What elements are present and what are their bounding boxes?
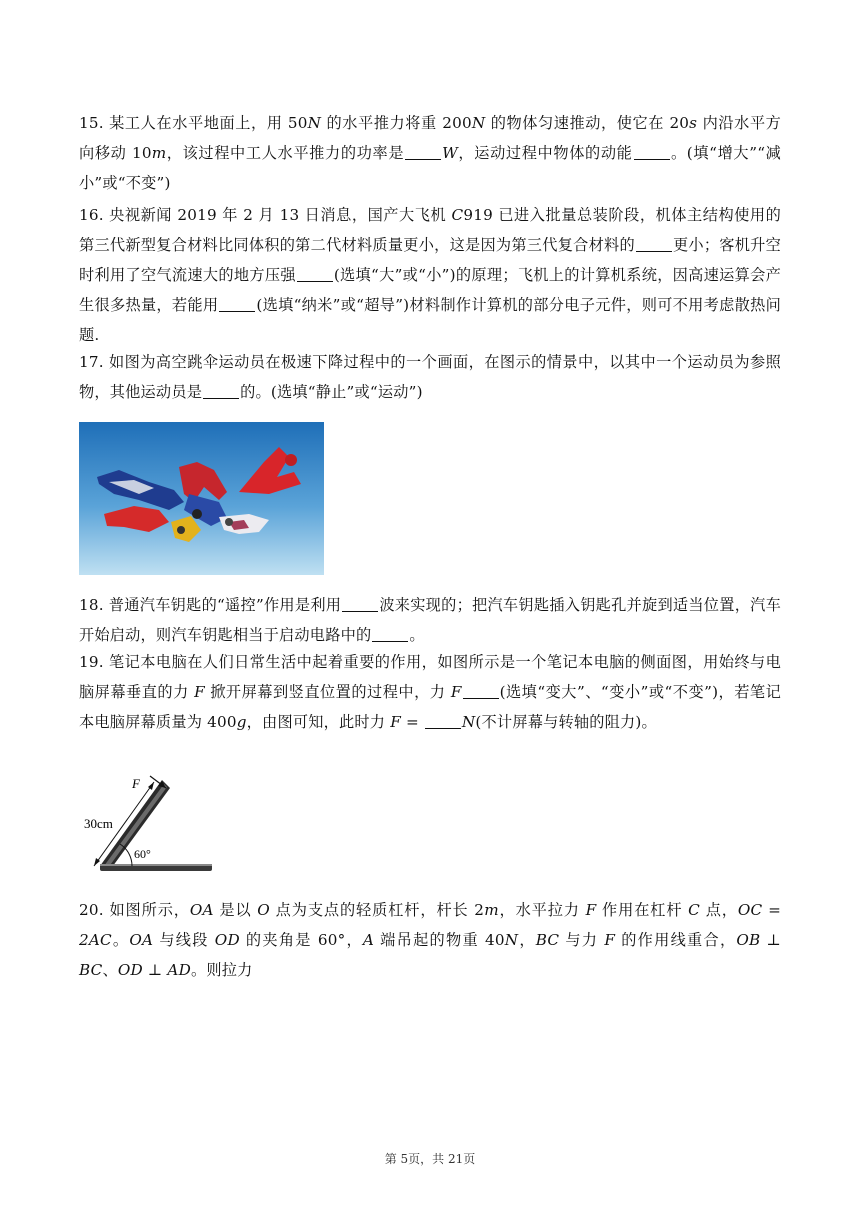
answer-blank — [203, 384, 239, 399]
math-symbol: OA — [189, 901, 214, 919]
question-text: 的。(选填“静止”或“运动”) — [240, 383, 423, 401]
question-text: (选填“变大”、“变小”或“不变”)，若笔记本电脑屏幕质量为 — [79, 683, 781, 731]
math-symbol: OD — [214, 931, 240, 949]
question-text: 掀开屏幕到竖直位置的过程中，力 — [204, 683, 451, 701]
question-text: 如图为高空跳伞运动员在极速下降过程中的一个画面，在图示的情景中，以其中一个运动员为参照物，其他运动员是 — [79, 353, 781, 401]
question-text: 作用在杠杆 — [596, 901, 689, 919]
question-18 — [79, 590, 781, 650]
question-text: 波来实现的；把汽车钥匙插入钥匙孔并旋到适当位置，汽车开始启动，则汽车钥匙相当于启动电路中的 — [79, 596, 781, 644]
question-text: ，水平拉力 — [498, 901, 586, 919]
answer-blank — [636, 237, 672, 252]
question-text: 内沿水平方向移动 — [79, 114, 781, 162]
math-symbol: F — [194, 683, 205, 701]
math-symbol: N — [504, 931, 519, 949]
question-text: 更小；客机升空时利用了空气流速大的地方压强 — [79, 236, 781, 284]
unit: g — [236, 713, 247, 731]
math-symbol: A — [362, 931, 375, 949]
force-label: F — [132, 776, 140, 791]
question-20 — [79, 895, 781, 985]
question-text: 的作用线重合， — [615, 931, 737, 949]
question-text: 与力 — [559, 931, 605, 949]
math-symbol: F — [450, 683, 462, 701]
question-text: 普通汽车钥匙的“遥控”作用是利用 — [103, 596, 342, 614]
question-number: 16. — [79, 206, 104, 224]
question-number: 19. — [79, 653, 104, 671]
math-symbol: OD ⊥ AD — [117, 961, 191, 979]
question-text: = — [400, 713, 424, 731]
question-text: 与线段 — [153, 931, 215, 949]
laptop-side-view — [84, 766, 224, 876]
question-text: (不计屏幕与转轴的阻力)。 — [475, 713, 657, 731]
question-text: 如图所示， — [103, 901, 190, 919]
question-text: 点， — [700, 901, 738, 919]
math-symbol: m — [484, 901, 499, 919]
angle-label: 60° — [134, 847, 151, 861]
value: 20 — [669, 114, 690, 132]
question-text: 笔记本电脑在人们日常生活中起着重要的作用，如图所示是一个笔记本电脑的侧面图，用始终与电脑屏幕垂直的力 — [79, 653, 781, 701]
question-text: ，由图可知，此时力 — [246, 713, 391, 731]
question-17 — [79, 347, 781, 407]
length-label: 30cm — [84, 816, 113, 831]
question-text: 919 已进入批量总装阶段，机体主结构使用的第三代新型复合材料比同体积的第二代材料质量更小，这是因为第三代复合材料的 — [79, 206, 781, 254]
skydivers-illustration — [79, 422, 324, 575]
question-text: ，运动过程中物体的动能 — [457, 144, 633, 162]
answer-blank — [342, 597, 378, 612]
value: 400 — [207, 713, 237, 731]
question-text: 。则拉力 — [190, 961, 253, 979]
math-symbol: F — [585, 901, 597, 919]
unit: N — [307, 114, 322, 132]
answer-blank — [425, 714, 461, 729]
answer-blank — [372, 627, 408, 642]
question-text: 某工人在水平地面上，用 — [103, 114, 288, 132]
value: 50 — [287, 114, 308, 132]
page-footer: 第 5页，共 21页 — [384, 1152, 476, 1166]
answer-blank — [219, 297, 255, 312]
unit: W — [442, 144, 458, 162]
skydivers-photo — [79, 422, 324, 575]
math-symbol: OA — [129, 931, 154, 949]
unit: N — [471, 114, 486, 132]
question-text: 。(填“增大”“减小”或“不变”) — [79, 144, 781, 192]
question-text: 、 — [102, 961, 118, 979]
question-text: 的物体匀速推动，使它在 — [485, 114, 670, 132]
question-19 — [79, 647, 781, 737]
answer-blank — [405, 145, 441, 160]
value: 200 — [442, 114, 472, 132]
question-text: 的夹角是 60°， — [239, 931, 363, 949]
question-number: 15. — [79, 114, 104, 132]
answer-blank — [634, 145, 670, 160]
question-text: ，该过程中工人水平推力的功率是 — [166, 144, 405, 162]
laptop-diagram — [84, 766, 224, 876]
unit: N — [461, 713, 476, 731]
math-symbol: C — [688, 901, 700, 919]
unit: s — [689, 114, 698, 132]
question-text: 。 — [409, 626, 425, 644]
question-15 — [79, 108, 781, 198]
answer-blank — [463, 684, 499, 699]
question-number: 20. — [79, 901, 104, 919]
math-symbol: BC — [535, 931, 560, 949]
math-symbol: O — [257, 901, 270, 919]
question-number: 17. — [79, 353, 104, 371]
question-text: (选填“大”或“小”)的原理；飞机上的计算机系统，因高速运算会产生很多热量，若能用 — [79, 266, 781, 314]
math-symbol: F — [390, 713, 401, 731]
math-symbol: OC = 2AC — [79, 901, 781, 949]
question-text: ， — [518, 931, 536, 949]
unit: m — [151, 144, 167, 162]
question-text: 。 — [111, 931, 130, 949]
question-text: (选填“纳米”或“超导”)材料制作计算机的部分电子元件，则可不用考虑散热问题. — [79, 296, 781, 344]
answer-blank — [297, 267, 333, 282]
question-number: 18. — [79, 596, 104, 614]
question-16 — [79, 200, 781, 350]
question-text: 央视新闻 2019 年 2 月 13 日消息，国产大飞机 — [103, 206, 452, 224]
math-symbol: F — [604, 931, 616, 949]
question-text: 的水平推力将重 — [321, 114, 443, 132]
question-text: 是以 — [213, 901, 258, 919]
question-text: 端吊起的物重 40 — [374, 931, 505, 949]
question-text: 点为支点的轻质杠杆，杆长 2 — [269, 901, 485, 919]
math-symbol: C — [451, 206, 464, 224]
math-symbol: OB ⊥ BC — [79, 931, 781, 979]
value: 10 — [131, 144, 152, 162]
